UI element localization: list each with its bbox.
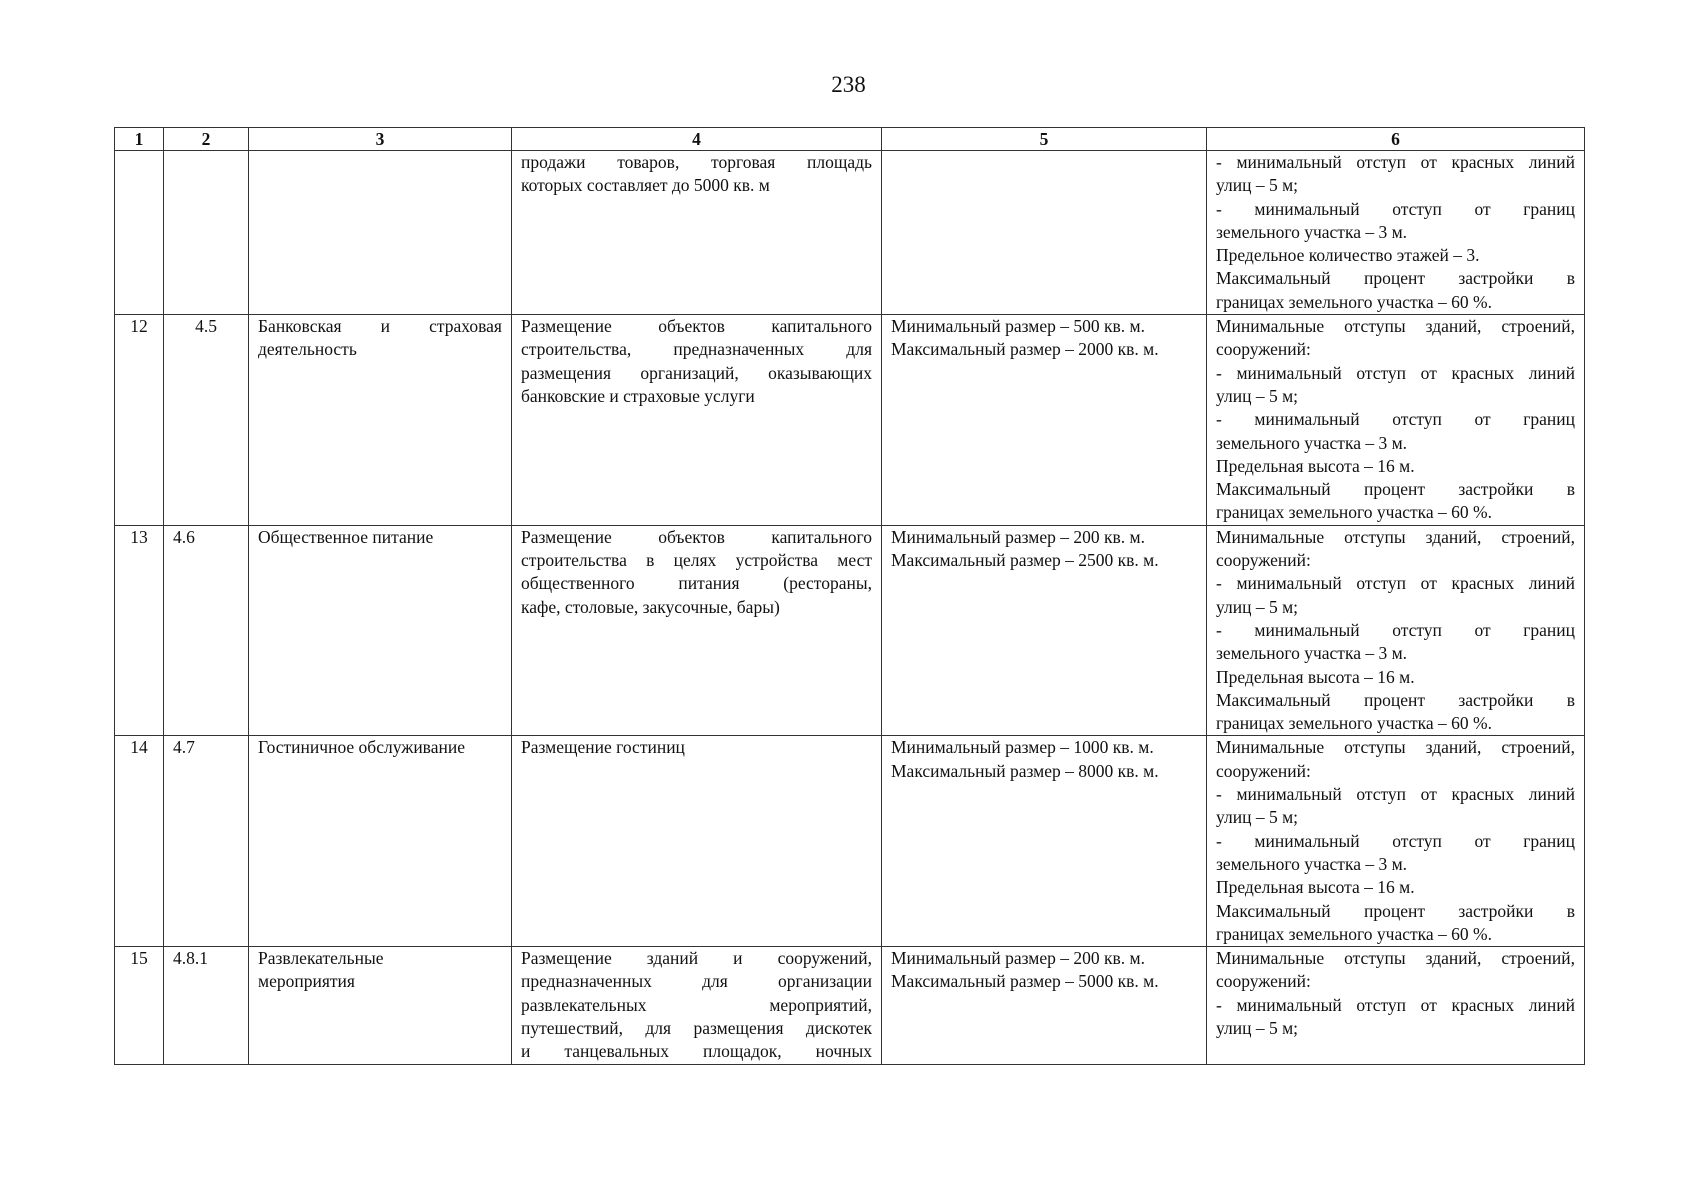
name-cell [249, 525, 512, 736]
text-line: Общественное питание [258, 526, 434, 547]
text-line: Предельная высота – 16 м. [1216, 877, 1415, 898]
text-line: развлекательных мероприятий, [521, 994, 872, 1015]
text-line: улиц – 5 м; [1216, 596, 1299, 617]
text-line: улиц – 5 м; [1216, 385, 1299, 406]
text-line: Минимальные отступы зданий, строений, [1216, 316, 1575, 337]
text-line: границах земельного участка – 60 %. [1216, 923, 1492, 944]
text-line: Предельная высота – 16 м. [1216, 666, 1415, 687]
text-line: - минимальный отступ от границ [1216, 409, 1575, 430]
text-line: Минимальные отступы зданий, строений, [1216, 737, 1575, 758]
size-cell [882, 315, 1207, 526]
text-line: Максимальный процент застройки в [1216, 479, 1575, 500]
table-row [115, 315, 1585, 526]
params-cell [1207, 151, 1585, 315]
text-line: улиц – 5 м; [1216, 175, 1299, 196]
text-line: Максимальный размер – 2000 кв. м. [891, 339, 1159, 360]
code-cell: 4.5 [164, 315, 249, 526]
params-cell [1207, 947, 1585, 1064]
code-cell: 4.7 [164, 736, 249, 947]
text-line: Минимальный размер – 200 кв. м. [891, 948, 1145, 969]
text-line: строительства, предназначенных для [521, 339, 872, 360]
name-cell [249, 736, 512, 947]
row-number: 12 [115, 315, 164, 526]
table-row [115, 736, 1585, 947]
text-line: и танцевальных площадок, ночных [521, 1041, 872, 1062]
text-line: сооружений: [1216, 550, 1311, 571]
text-line: Минимальный размер – 1000 кв. м. [891, 737, 1154, 758]
text-line: - минимальный отступ от границ [1216, 619, 1575, 640]
text-line: банковские и страховые услуги [521, 385, 755, 406]
text-line: земельного участка – 3 м. [1216, 853, 1408, 874]
column-header: 3 [249, 128, 512, 151]
text-line: строительства в целях устройства мест [521, 550, 872, 571]
text-line: сооружений: [1216, 971, 1311, 992]
text-line: Размещение гостиниц [521, 737, 685, 758]
column-header: 1 [115, 128, 164, 151]
name-cell [249, 947, 512, 1064]
text-line: Максимальный процент застройки в [1216, 900, 1575, 921]
code-cell: 4.8.1 [164, 947, 249, 1064]
text-line: земельного участка – 3 м. [1216, 643, 1408, 664]
description-cell [512, 151, 882, 315]
table-row [115, 947, 1585, 1064]
text-line: Минимальные отступы зданий, строений, [1216, 526, 1575, 547]
column-header: 5 [882, 128, 1207, 151]
text-line: - минимальный отступ от границ [1216, 198, 1575, 219]
code-cell [164, 151, 249, 315]
size-cell [882, 736, 1207, 947]
text-line: Гостиничное обслуживание [258, 737, 465, 758]
text-line: - минимальный отступ от красных линий [1216, 152, 1575, 172]
text-line: Размещение объектов капитального [521, 526, 872, 547]
text-line: - минимальный отступ от красных линий [1216, 784, 1575, 805]
text-line: Максимальный процент застройки в [1216, 268, 1575, 289]
zoning-table [114, 127, 1585, 1065]
text-line: Предельное количество этажей – 3. [1216, 245, 1480, 266]
description-cell [512, 525, 882, 736]
text-line: Максимальный размер – 5000 кв. м. [891, 971, 1159, 992]
text-line: Максимальный процент застройки в [1216, 689, 1575, 710]
row-number [115, 151, 164, 315]
text-line: - минимальный отступ от красных линий [1216, 994, 1575, 1015]
text-line: Максимальный размер – 2500 кв. м. [891, 550, 1159, 571]
text-line: земельного участка – 3 м. [1216, 221, 1408, 242]
text-line: - минимальный отступ от границ [1216, 830, 1575, 851]
text-line: сооружений: [1216, 339, 1311, 360]
text-line: продажи товаров, торговая площадь [521, 152, 872, 172]
text-line: Размещение объектов капитального [521, 316, 872, 337]
text-line: границах земельного участка – 60 %. [1216, 502, 1492, 523]
column-header: 4 [512, 128, 882, 151]
text-line: общественного питания (рестораны, [521, 573, 872, 594]
text-line: кафе, столовые, закусочные, бары) [521, 596, 780, 617]
description-cell [512, 947, 882, 1064]
description-cell [512, 315, 882, 526]
text-line: границах земельного участка – 60 %. [1216, 291, 1492, 312]
text-line: Минимальные отступы зданий, строений, [1216, 948, 1575, 969]
params-cell [1207, 315, 1585, 526]
text-line: улиц – 5 м; [1216, 1017, 1299, 1038]
text-line: Развлекательные [258, 948, 384, 969]
name-cell [249, 151, 512, 315]
page-number: 238 [831, 72, 866, 97]
text-line: путешествий, для размещения дискотек [521, 1017, 872, 1038]
column-header: 2 [164, 128, 249, 151]
text-line: Минимальный размер – 200 кв. м. [891, 526, 1145, 547]
description-cell [512, 736, 882, 947]
text-line: предназначенных для организации [521, 971, 872, 992]
row-number: 14 [115, 736, 164, 947]
text-line: Размещение зданий и сооружений, [521, 948, 872, 969]
table-row [115, 525, 1585, 736]
text-line: - минимальный отступ от красных линий [1216, 573, 1575, 594]
header-row [115, 128, 1585, 151]
row-number: 15 [115, 947, 164, 1064]
text-line: Минимальный размер – 500 кв. м. [891, 316, 1145, 337]
params-cell [1207, 525, 1585, 736]
code-cell: 4.6 [164, 525, 249, 736]
text-line: мероприятия [258, 971, 355, 992]
column-header: 6 [1207, 128, 1585, 151]
text-line: - минимальный отступ от красных линий [1216, 362, 1575, 383]
params-cell [1207, 736, 1585, 947]
text-line: Максимальный размер – 8000 кв. м. [891, 760, 1159, 781]
text-line: сооружений: [1216, 760, 1311, 781]
text-line: Предельная высота – 16 м. [1216, 455, 1415, 476]
name-cell [249, 315, 512, 526]
size-cell [882, 525, 1207, 736]
table-row [115, 151, 1585, 315]
size-cell [882, 947, 1207, 1064]
text-line: Банковская и страховая [258, 316, 502, 337]
text-line: улиц – 5 м; [1216, 807, 1299, 828]
text-line: деятельность [258, 339, 357, 360]
text-line: размещения организаций, оказывающих [521, 362, 872, 383]
text-line: земельного участка – 3 м. [1216, 432, 1408, 453]
size-cell [882, 151, 1207, 315]
text-line: границах земельного участка – 60 %. [1216, 713, 1492, 734]
row-number: 13 [115, 525, 164, 736]
text-line: которых составляет до 5000 кв. м [521, 175, 770, 196]
